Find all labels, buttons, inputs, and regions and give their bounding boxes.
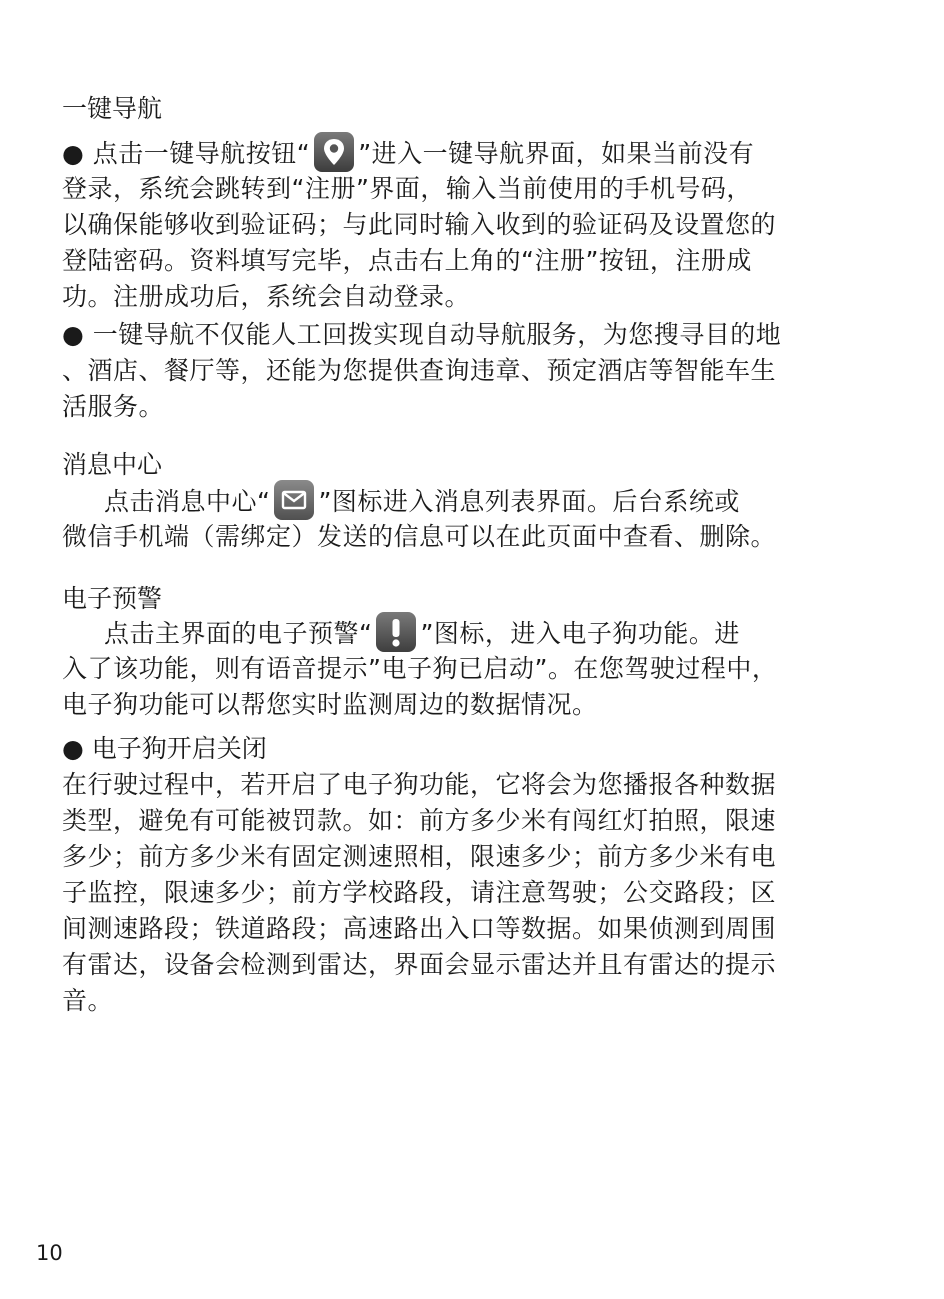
section-heading-warning: 电子预警: [62, 584, 163, 613]
page-number: 10: [36, 1241, 63, 1265]
text-line: 登录，系统会跳转到“注册”界面，输入当前使用的手机号码，: [62, 174, 752, 203]
text-line: 音。: [62, 986, 114, 1015]
text-line: 功。注册成功后，系统会自动登录。: [62, 282, 471, 311]
section-messages: [62, 447, 882, 483]
text-line: 以确保能够收到验证码；与此同时输入收到的验证码及设置您的: [62, 210, 777, 239]
text-line: 活服务。: [62, 392, 165, 421]
text-line: 在行驶过程中，若开启了电子狗功能，它将会为您播报各种数据: [62, 770, 777, 799]
section-heading-navigation: 一键导航: [62, 94, 163, 123]
messages-paragraph: [62, 483, 882, 555]
text-line: 微信手机端（需绑定）发送的信息可以在此页面中查看、删除。: [62, 522, 777, 551]
text-line: 子监控，限速多少；前方学校路段，请注意驾驶；公交路段；区: [62, 878, 777, 907]
section-heading-radar-detector: ● 电子狗开启关闭: [62, 734, 267, 763]
text-segment: ”图标进入消息列表界面。后台系统或: [318, 487, 740, 516]
section-navigation: [62, 91, 882, 127]
section-heading-messages: 消息中心: [62, 450, 163, 479]
text-line: 有雷达，设备会检测到雷达，界面会显示雷达并且有雷达的提示: [62, 950, 777, 979]
text-line: [62, 135, 882, 171]
text-line: 电子狗功能可以帮您实时监测周边的数据情况。: [62, 690, 598, 719]
warning-paragraph: [62, 615, 882, 723]
navigation-paragraph-1: [62, 135, 882, 315]
text-line: 入了该功能，则有语音提示”电子狗已启动”。在您驾驶过程中，: [62, 654, 778, 683]
text-line: [62, 483, 882, 519]
radar-detector-paragraph: [62, 767, 882, 1019]
text-line: ● 一键导航不仅能人工回拨实现自动导航服务，为您搜寻目的地: [62, 320, 782, 349]
location-pin-icon: [314, 132, 354, 172]
exclamation-warning-icon: [376, 612, 416, 652]
navigation-paragraph-2: [62, 317, 882, 425]
section-radar-detector: [62, 731, 882, 767]
text-segment: ● 点击一键导航按钮“: [62, 139, 311, 168]
text-segment: ”进入一键导航界面，如果当前没有: [358, 139, 755, 168]
text-line: 、酒店、餐厅等，还能为您提供查询违章、预定酒店等智能车生: [62, 356, 777, 385]
text-segment: 点击主界面的电子预警“: [104, 619, 373, 648]
text-line: [62, 615, 882, 651]
section-warning: [62, 581, 882, 617]
text-line: 间测速路段；铁道路段；高速路出入口等数据。如果侦测到周围: [62, 914, 777, 943]
text-segment: ”图标，进入电子狗功能。进: [420, 619, 740, 648]
text-line: 多少；前方多少米有固定测速照相，限速多少；前方多少米有电: [62, 842, 777, 871]
message-envelope-icon: [274, 480, 314, 520]
text-segment: 点击消息中心“: [104, 487, 271, 516]
text-line: 类型，避免有可能被罚款。如：前方多少米有闯红灯拍照，限速: [62, 806, 777, 835]
text-line: 登陆密码。资料填写完毕，点击右上角的“注册”按钮，注册成: [62, 246, 752, 275]
